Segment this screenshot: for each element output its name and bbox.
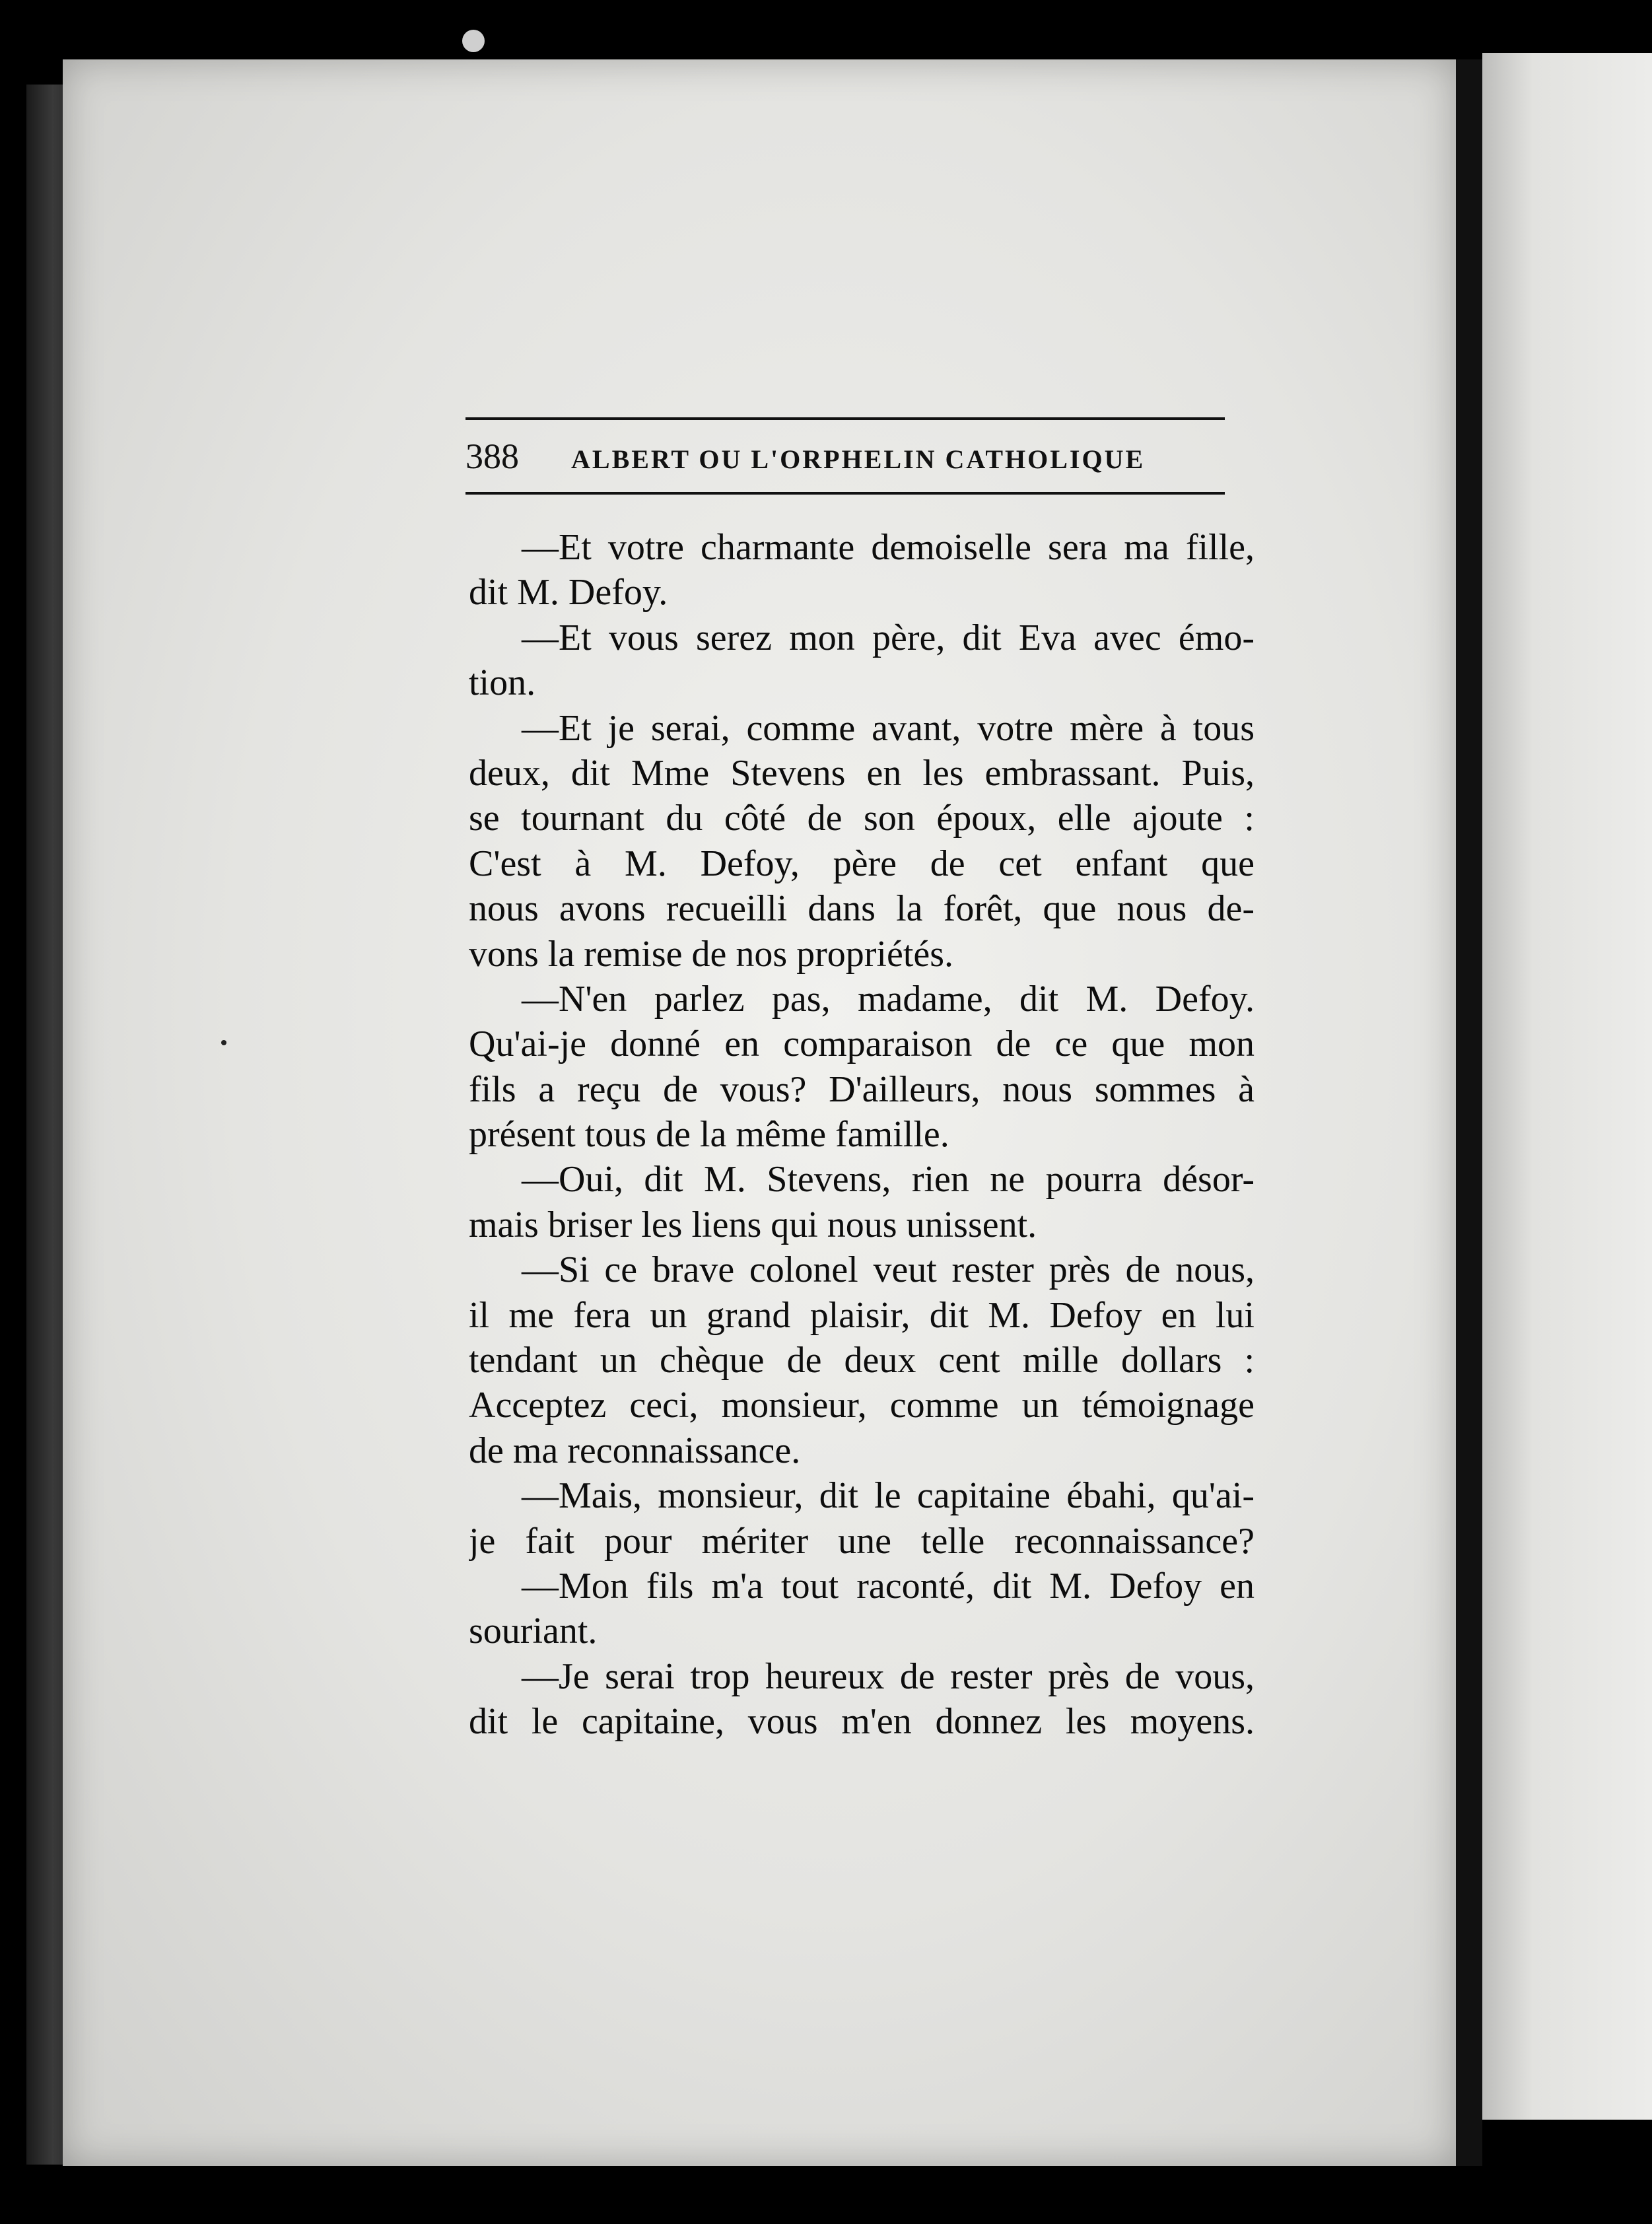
text-line: —Si ce brave colonel veut rester près de nous, [522, 1249, 1255, 1291]
text-line: nous avons recueilli dans la forêt, que nous de- [469, 888, 1255, 930]
running-header [465, 436, 1225, 489]
header-rule-top [465, 417, 1225, 420]
text-line: fils a reçu de vous? D'ailleurs, nous sommes à [469, 1068, 1255, 1110]
text-line: dit M. Defoy. [469, 572, 668, 613]
dust-speck [221, 1040, 226, 1045]
header-rule-bottom [465, 492, 1225, 495]
text-line: Qu'ai-je donné en comparaison de ce que mon [469, 1024, 1255, 1065]
body-text [469, 525, 1255, 1745]
text-line: —Et vous serez mon père, dit Eva avec émo- [522, 617, 1255, 658]
text-line: —Je serai trop heureux de rester près de vous, [522, 1655, 1255, 1697]
text-line: présent tous de la même famille. [469, 1114, 949, 1156]
text-line: vons la remise de nos propriétés. [469, 933, 954, 975]
dust-speck [462, 30, 485, 52]
text-line: se tournant du côté de son époux, elle ajoute : [469, 798, 1255, 839]
text-line: dit le capitaine, vous m'en donnez les moyens. [469, 1701, 1255, 1743]
text-line: —Oui, dit M. Stevens, rien ne pourra désor- [522, 1159, 1255, 1200]
text-line: tion. [469, 662, 536, 704]
text-line: je fait pour mériter une telle reconnaissance? [469, 1520, 1255, 1562]
text-line: C'est à M. Defoy, père de cet enfant que [469, 843, 1255, 884]
text-line: souriant. [469, 1611, 598, 1652]
text-line: —N'en parlez pas, madame, dit M. Defoy. [522, 978, 1255, 1020]
text-line: —Mais, monsieur, dit le capitaine ébahi, qu'ai- [522, 1475, 1255, 1517]
text-line: Acceptez ceci, monsieur, comme un témoignage [469, 1385, 1255, 1426]
adjacent-page-edge [1482, 53, 1652, 2120]
text-line: —Et je serai, comme avant, votre mère à tous [522, 707, 1255, 749]
page-number: 388 [465, 436, 519, 476]
text-line: il me fera un grand plaisir, dit M. Defoy en lui [469, 1294, 1255, 1336]
page-gutter-shadow [1456, 59, 1482, 2166]
text-line: —Et votre charmante demoiselle sera ma fille, [522, 527, 1255, 568]
text-line: —Mon fils m'a tout raconté, dit M. Defoy en [522, 1565, 1255, 1607]
running-title: ALBERT OU L'ORPHELIN CATHOLIQUE [571, 444, 1146, 474]
text-line: mais briser les liens qui nous unissent. [469, 1204, 1037, 1245]
text-line: tendant un chèque de deux cent mille dollars : [469, 1340, 1255, 1381]
text-line: de ma reconnaissance. [469, 1430, 801, 1471]
text-line: deux, dit Mme Stevens en les embrassant. Puis, [469, 752, 1255, 794]
